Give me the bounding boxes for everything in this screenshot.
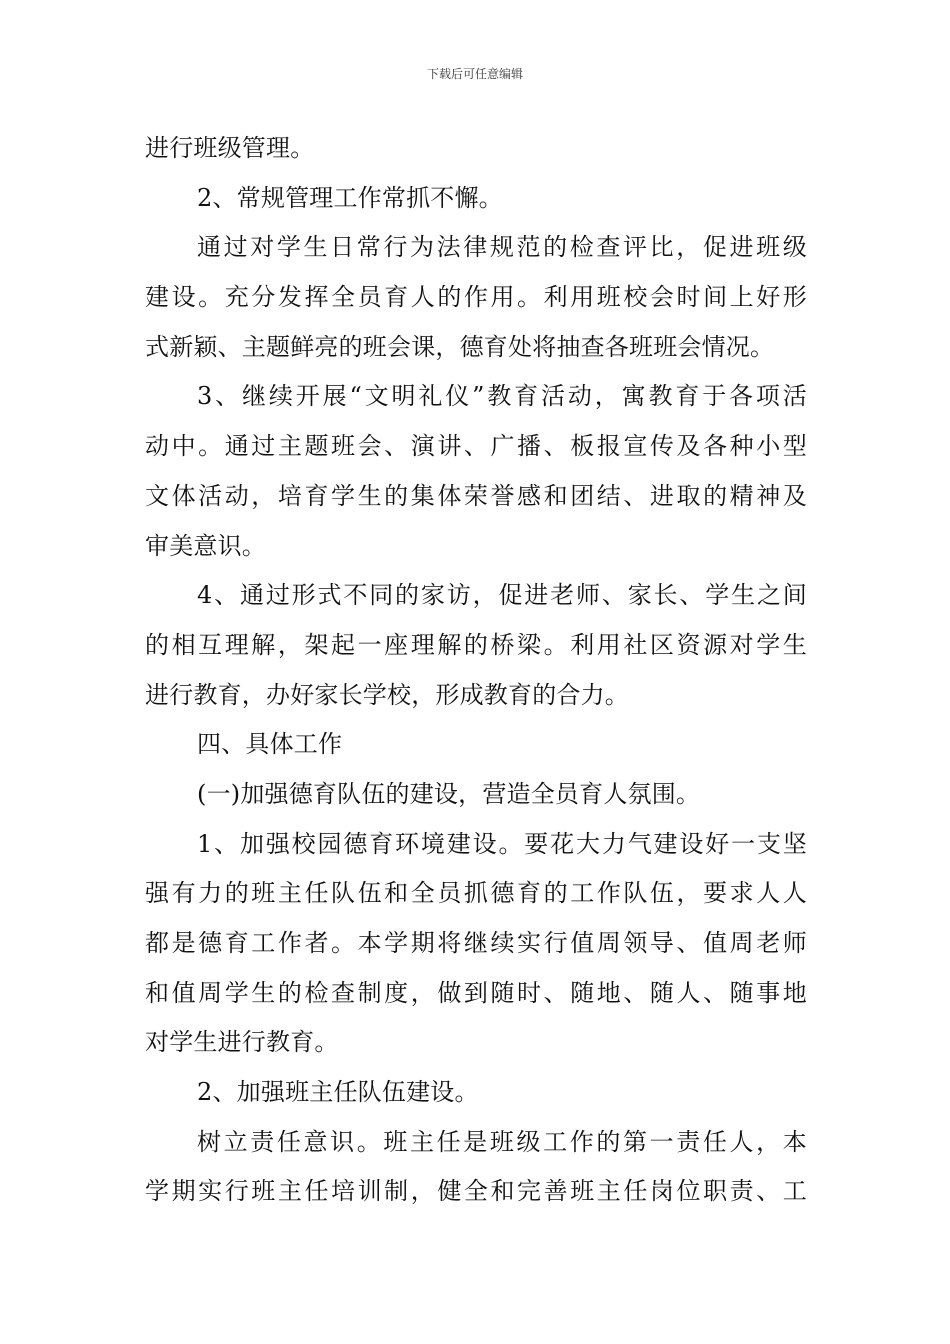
- text-line: 和值周学生的检查制度，做到随时、随地、随人、随事地: [145, 978, 807, 1007]
- text-line: 树立责任意识。班主任是班级工作的第一责任人，本: [197, 1127, 807, 1156]
- text-line: 的相互理解，架起一座理解的桥梁。利用社区资源对学生: [145, 630, 807, 659]
- text-line: 3、继续开展“文明礼仪”教育活动，寓教育于各项活: [197, 382, 807, 411]
- text-line: 学期实行班主任培训制，健全和完善班主任岗位职责、工: [145, 1177, 807, 1206]
- text-line: 2、常规管理工作常抓不懈。: [197, 183, 503, 212]
- text-line: (一)加强德育队伍的建设，营造全员育人氛围。: [197, 779, 701, 808]
- text-line: 式新颖、主题鲜亮的班会课，德育处将抽查各班班会情况。: [145, 332, 775, 361]
- text-line: 2、加强班主任队伍建设。: [197, 1078, 479, 1107]
- page-header-note: 下载后可任意编辑: [426, 67, 523, 81]
- text-line: 强有力的班主任队伍和全员抓德育的工作队伍，要求人人: [145, 879, 807, 908]
- text-line: 进行班级管理。: [145, 134, 315, 162]
- text-line: 动中。通过主题班会、演讲、广播、板报宣传及各种小型: [145, 432, 807, 461]
- text-line: 文体活动，培育学生的集体荣誉感和团结、进取的精神及: [145, 481, 807, 510]
- text-line: 4、通过形式不同的家访，促进老师、家长、学生之间: [197, 581, 807, 610]
- text-line: 审美意识。: [145, 531, 266, 560]
- text-line: 建设。充分发挥全员育人的作用。利用班校会时间上好形: [145, 283, 807, 312]
- text-line: 进行教育，办好家长学校，形成教育的合力。: [145, 680, 629, 709]
- document-body: [145, 124, 807, 1217]
- text-line: 都是德育工作者。本学期将继续实行值周领导、值周老师: [145, 929, 807, 957]
- text-line: 四、具体工作: [197, 730, 343, 759]
- text-line: 对学生进行教育。: [145, 1028, 339, 1057]
- text-line: 通过对学生日常行为法律规范的检查评比，促进班级: [197, 233, 807, 262]
- text-line: 1、加强校园德育环境建设。要花大力气建设好一支坚: [197, 829, 807, 858]
